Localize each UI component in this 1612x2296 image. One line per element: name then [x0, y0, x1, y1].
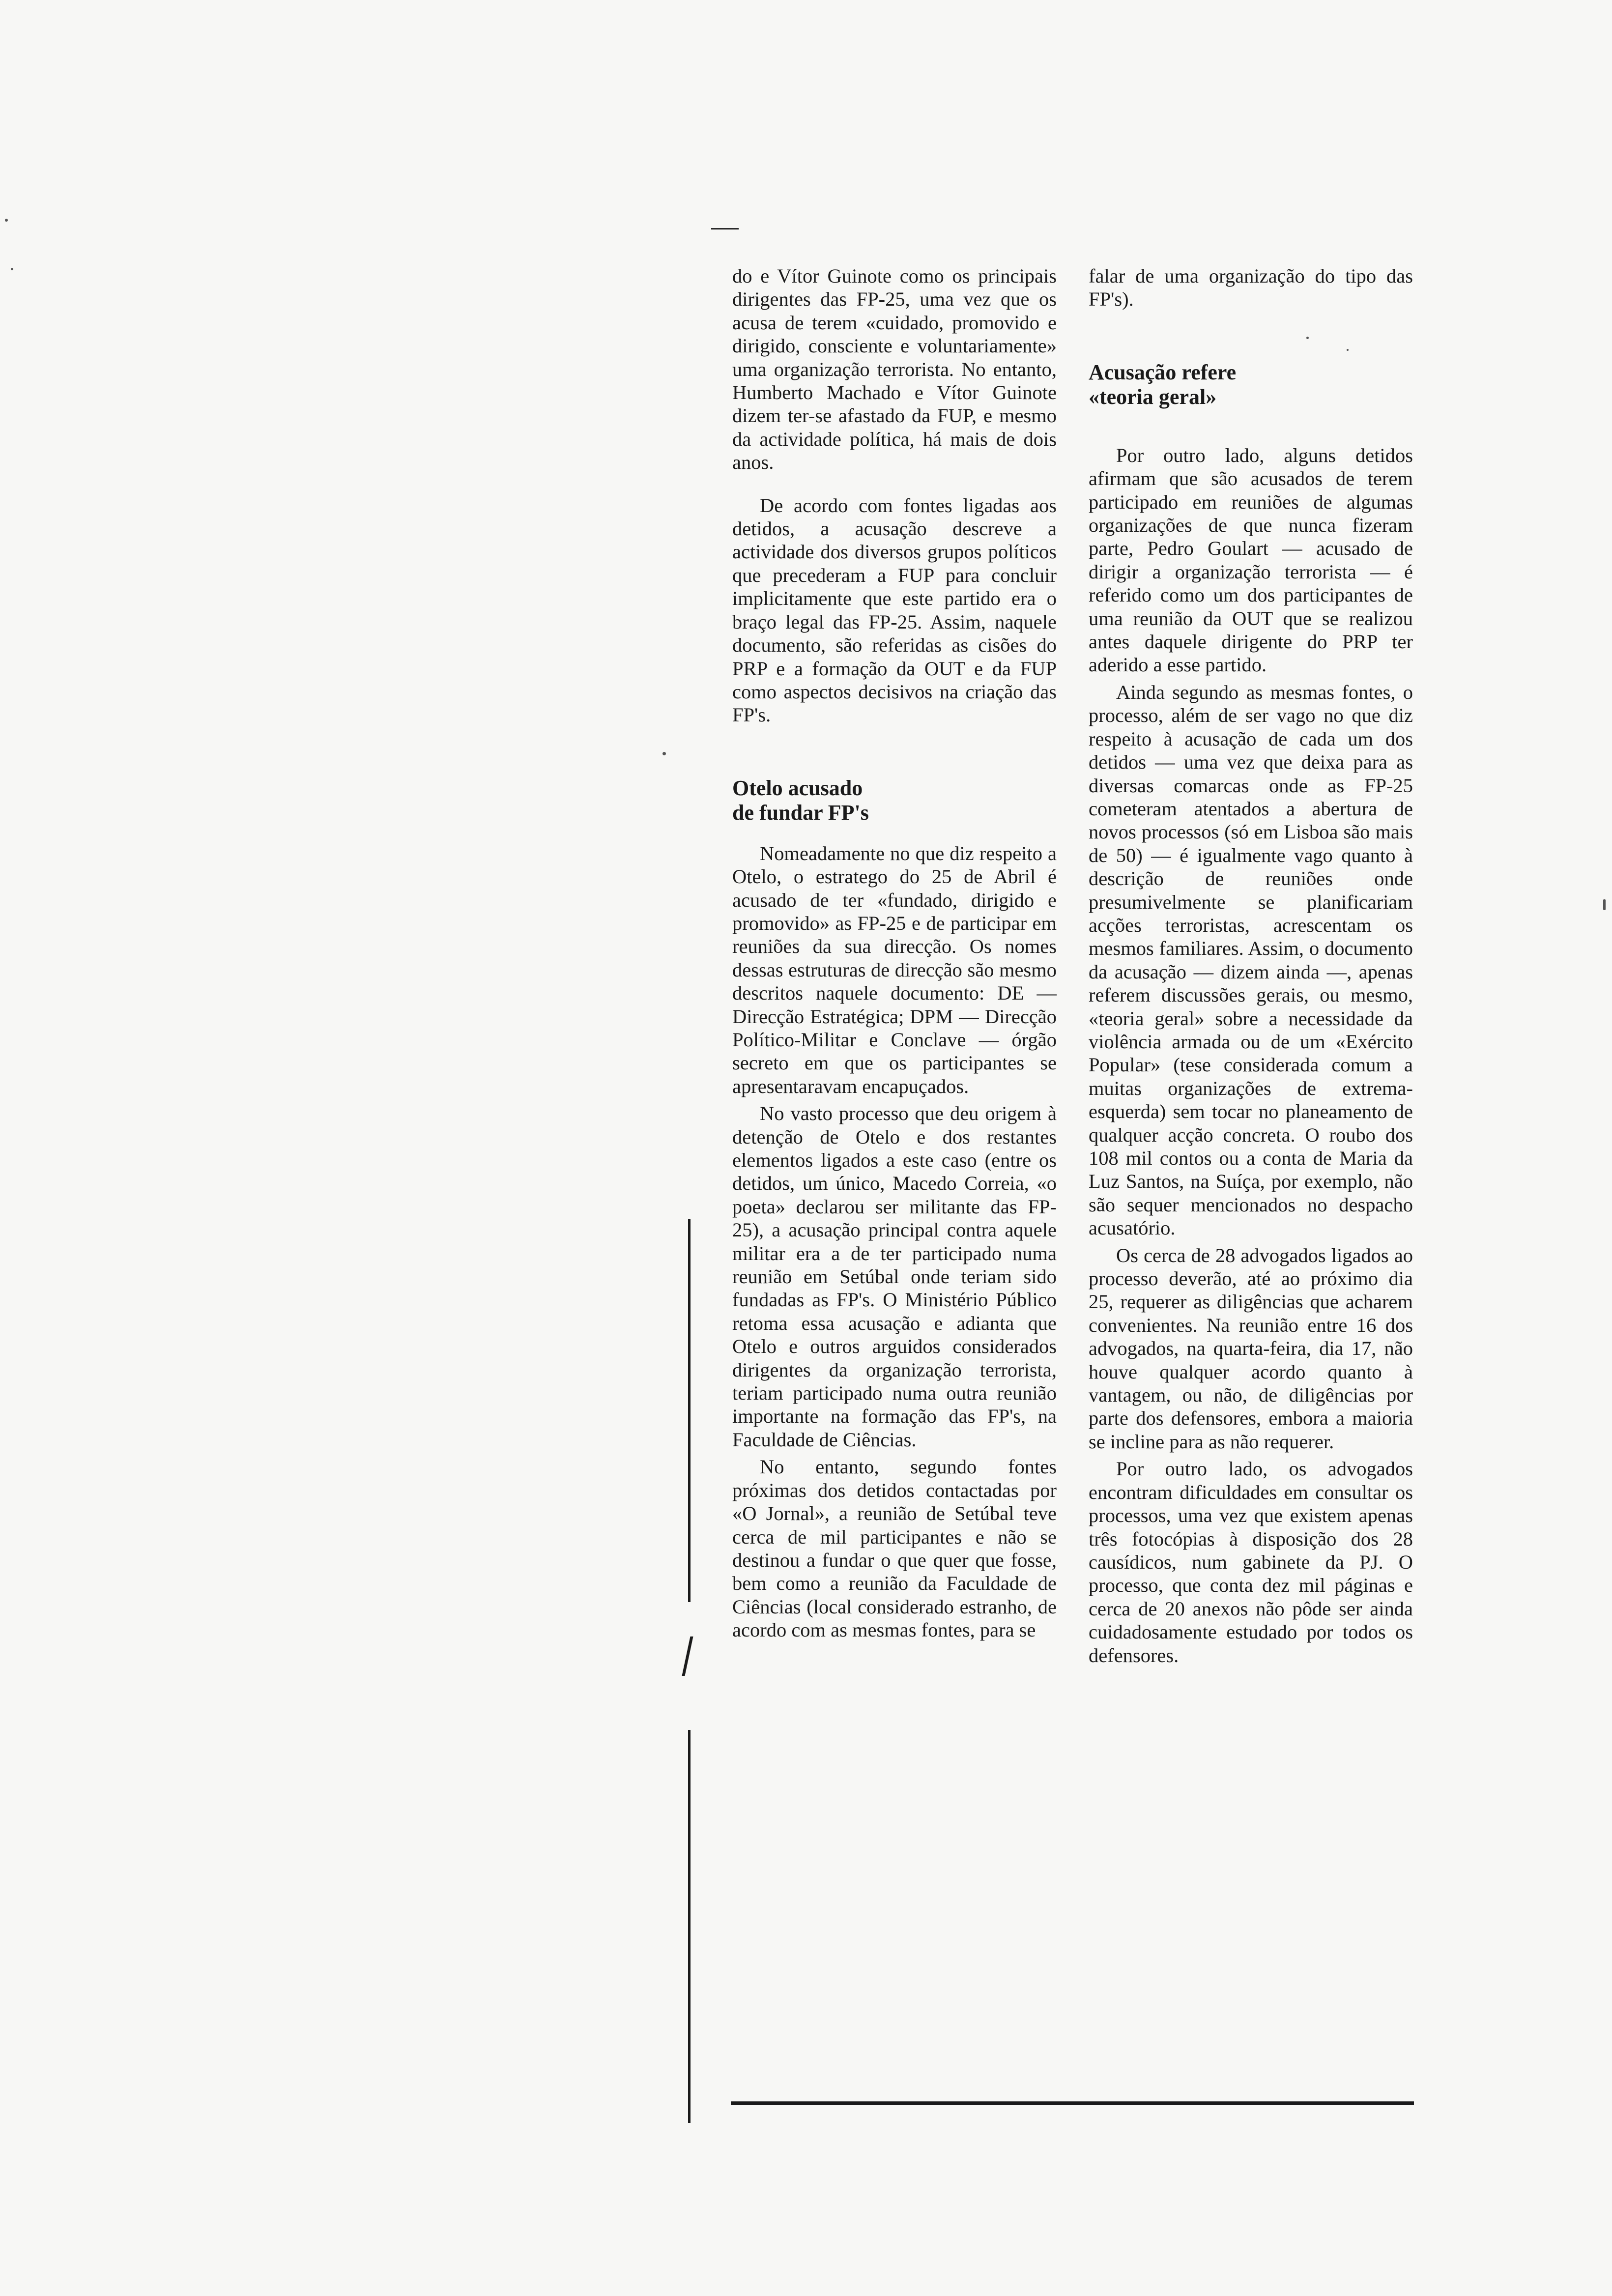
paragraph: De acordo com fontes ligadas aos detidos, a acusação descreve a actividade dos diversos grupos políticos que precederam a FUP para concluir implicitamente que este partido era o braço legal das FP-25. Assim, naquele documento, são referidas as cisões do PRP e a formação da OUT e da FUP como aspectos decisivos na criação das FP's.: [732, 494, 1057, 726]
paragraph: Os cerca de 28 advogados ligados ao processo deverão, até ao próximo dia 25, requerer as diligências que acharem convenientes. Na reunião entre 16 dos advogados, na quarta-feira, dia 17, não houve qualquer acordo quanto à vantagem, ou não, de diligências por parte dos defensores, embora a maioria se incline para as não requerer.: [1089, 1244, 1413, 1453]
heading-line: Acusação refere: [1089, 360, 1237, 384]
paragraph: Por outro lado, alguns detidos afirmam que são acusados de terem participado em reuniões de algumas organizações de que nunca fizeram parte, Pedro Goulart — acusado de dirigir a organização terrorista — é referido como um dos participantes de uma reunião da OUT que se realizou antes daquele dirigente do PRP ter aderido a esse partido.: [1089, 444, 1413, 676]
scan-speck: [1603, 899, 1606, 910]
scan-speck: [1347, 349, 1349, 351]
scan-speck: [11, 268, 13, 270]
section-heading: [1089, 360, 1413, 409]
article-right-column: [1089, 264, 1413, 1667]
paragraph: Nomeadamente no que diz respeito a Otelo, o estratego do 25 de Abril é acusado de ter «fundado, dirigido e promovido» as FP-25 e de participar em reuniões da sua direcção. Os nomes dessas estruturas de direcção são mesmo descritos naquele documento: DE — Direcção Estratégica; DPM — Direcção Político-Militar e Conclave — órgão secreto em que os participantes se apresentaravam encapuçados.: [732, 842, 1057, 1097]
section-heading: [732, 776, 1057, 825]
margin-scan-line: [688, 1219, 691, 1602]
scan-speck: [1306, 337, 1309, 339]
bottom-rule: [731, 2101, 1414, 2105]
scan-speck: [662, 752, 666, 755]
top-dash-mark: [711, 228, 739, 230]
paragraph: do e Vítor Guinote como os principais dirigentes das FP-25, uma vez que os acusa de terem «cuidado, promovido e dirigido, consciente e voluntariamente» uma organização terrorista. No entanto, Humberto Machado e Vítor Guinote dizem ter-se afastado da FUP, e mesmo da actividade política, há mais de dois anos.: [732, 265, 1057, 474]
paragraph: No entanto, segundo fontes próximas dos detidos contactadas por «O Jornal», a reunião de Setúbal teve cerca de mil participantes e não se destinou a fundar o que quer que fosse, bem como a reunião da Faculdade de Ciências (local considerado estranho, de acordo com as mesmas fontes, para se: [732, 1456, 1057, 1641]
paragraph: Ainda segundo as mesmas fontes, o processo, além de ser vago no que diz respeito à acusação de cada um dos detidos — uma vez que deixa para as diversas comarcas onde as FP-25 cometeram atentados a abertura de novos processos (só em Lisboa são mais de 50) — é igualmente vago quanto à descrição de reuniões onde presumivelmente se planificariam acções terroristas, acrescentam os mesmos familiares. Assim, o documento da acusação — dizem ainda —, apenas referem discussões gerais, ou mesmo, «teoria geral» sobre a necessidade da violência armada ou de um «Exército Popular» (tese considerada comum a muitas organizações de extrema-esquerda) sem tocar no planeamento de qualquer acção concreta. O roubo dos 108 mil contos ou a conta de Maria da Luz Santos, na Suíça, por exemplo, não são sequer mencionados no despacho acusatório.: [1089, 681, 1413, 1239]
paragraph: falar de uma organização do tipo das FP's).: [1089, 265, 1413, 311]
heading-line: «teoria geral»: [1089, 384, 1217, 409]
paragraph: Por outro lado, os advogados encontram dificuldades em consultar os processos, uma vez que existem apenas três fotocópias à disposição dos 28 causídicos, num gabinete da PJ. O processo, que conta dez mil páginas e cerca de 20 anexos não pôde ser ainda cuidadosamente estudado por todos os defensores.: [1089, 1458, 1413, 1666]
margin-scan-line: [688, 1730, 691, 2123]
scan-speck: [5, 219, 8, 222]
article-left-column: [732, 264, 1057, 1642]
paragraph: No vasto processo que deu origem à detenção de Otelo e dos restantes elementos ligados a este caso (entre os detidos, um único, Macedo Correia, «o poeta» declarou ser militante das FP-25), a acusação principal contra aquele militar era a de ter participado numa reunião em Setúbal onde teriam sido fundadas as FP's. O Ministério Público retoma essa acusação e adianta que Otelo e outros arguidos considerados dirigentes da organização terrorista, teriam participado numa outra reunião importante na formação das FP's, na Faculdade de Ciências.: [732, 1102, 1057, 1451]
margin-scan-mark: [682, 1636, 693, 1676]
heading-line: Otelo acusado: [732, 775, 863, 800]
heading-line: de fundar FP's: [732, 800, 869, 825]
